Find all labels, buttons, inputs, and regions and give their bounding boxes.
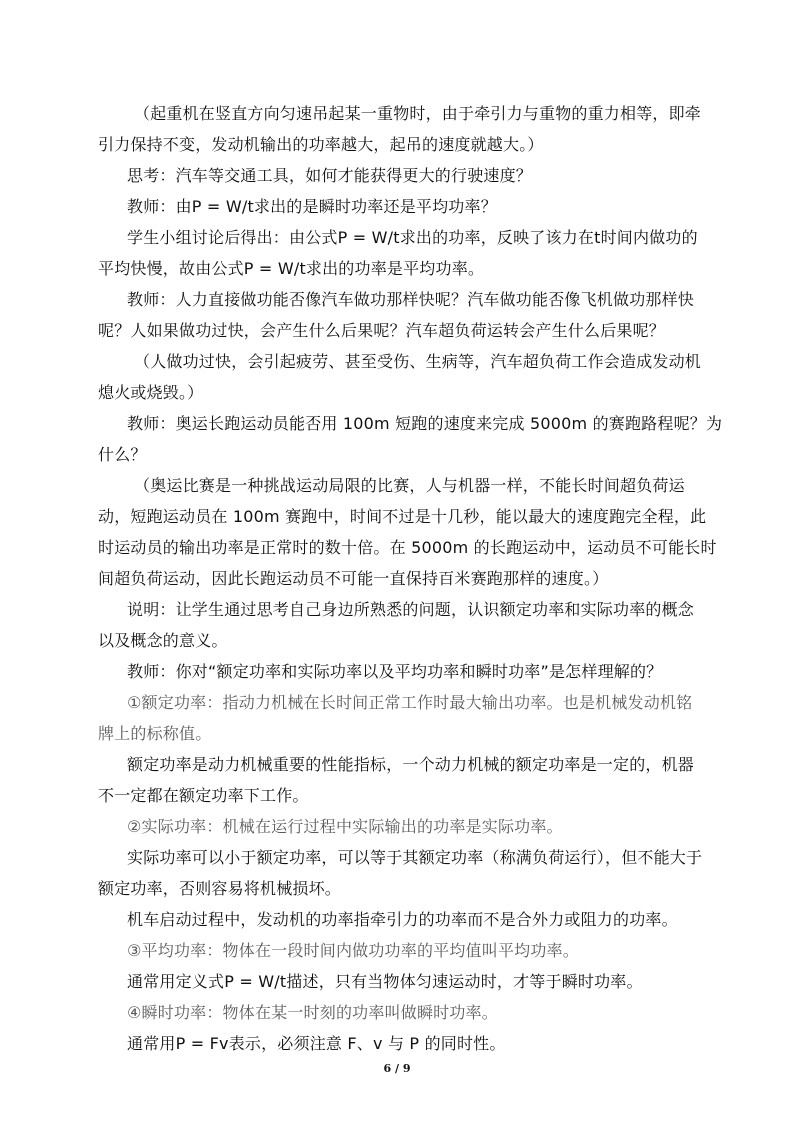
page-number: 6 / 9 <box>383 1062 411 1075</box>
text-line: （起重机在竖直方向匀速吊起某一重物时，由于牵引力与重物的重力相等，即牵 <box>134 104 702 123</box>
text-line: ④瞬时功率：物体在某一时刻的功率叫做瞬时功率。 <box>127 1003 498 1022</box>
text-line: （奥运比赛是一种挑战运动局限的比赛，人与机器一样，不能长时间超负荷运 <box>134 476 685 495</box>
text-line: 平均快慢，故由公式P = W/t求出的功率是平均功率。 <box>98 259 485 278</box>
text-line: ①额定功率：指动力机械在长时间正常工作时最大输出功率。也是机械发动机铭 <box>127 693 693 712</box>
text-line: 动，短跑运动员在 100m 赛跑中，时间不过是十几秒，能以最大的速度跑完全程，此 <box>98 507 707 526</box>
text-line: 牌上的标称值。 <box>98 724 212 743</box>
text-line: 间超负荷运动，因此长跑运动员不可能一直保持百米赛跑那样的速度。） <box>98 569 609 588</box>
text-line: 教师：你对“额定功率和实际功率以及平均功率和瞬时功率”是怎样理解的？ <box>127 662 663 681</box>
text-line: 通常用P = Fv表示，必须注意 F、v 与 P 的同时性。 <box>127 1034 506 1053</box>
text-line: 通常用定义式P = W/t描述，只有当物体匀速运动时，才等于瞬时功率。 <box>127 972 643 991</box>
text-line: 时运动员的输出功率是正常时的数十倍。在 5000m 的长跑运动中，运动员不可能长时 <box>98 538 717 557</box>
text-line: ②实际功率：机械在运行过程中实际输出的功率是实际功率。 <box>127 817 563 836</box>
text-line: ③平均功率：物体在一段时间内做功功率的平均值叫平均功率。 <box>127 941 579 960</box>
text-line: 学生小组讨论后得出：由公式P = W/t求出的功率，反映了该力在t时间内做功的 <box>127 228 698 247</box>
text-line: 实际功率可以小于额定功率，可以等于其额定功率（称满负荷运行），但不能大于 <box>127 848 703 867</box>
text-line: 额定功率是动力机械重要的性能指标，一个动力机械的额定功率是一定的，机器 <box>127 755 695 774</box>
text-line: 熄火或烧毁。） <box>98 383 204 402</box>
text-line: 不一定都在额定功率下工作。 <box>98 786 309 805</box>
text-line: 教师：奥运长跑运动员能否用 100m 短跑的速度来完成 5000m 的赛跑路程呢？为 <box>127 414 723 433</box>
text-line: 引力保持不变，发动机输出的功率越大，起吊的速度就越大。） <box>98 135 544 154</box>
text-line: 思考：汽车等交通工具，如何才能获得更大的行驶速度？ <box>127 166 533 185</box>
text-line: 额定功率，否则容易将机械损坏。 <box>98 879 342 898</box>
text-line: （人做功过快，会引起疲劳、甚至受伤、生病等，汽车超负荷工作会造成发动机 <box>134 352 702 371</box>
text-line: 以及概念的意义。 <box>98 631 228 650</box>
text-line: 机车启动过程中，发动机的功率指牵引力的功率而不是合外力或阻力的功率。 <box>127 910 678 929</box>
text-line: 教师：由P = W/t求出的是瞬时功率还是平均功率？ <box>127 197 497 216</box>
text-line: 教师：人力直接做功能否像汽车做功那样快呢？汽车做功能否像飞机做功那样快 <box>127 290 695 309</box>
text-line: 什么？ <box>98 445 147 464</box>
text-line: 呢？人如果做功过快，会产生什么后果呢？汽车超负荷运转会产生什么后果呢？ <box>98 321 666 340</box>
text-line: 说明：让学生通过思考自己身边所熟悉的问题，认识额定功率和实际功率的概念 <box>127 600 695 619</box>
